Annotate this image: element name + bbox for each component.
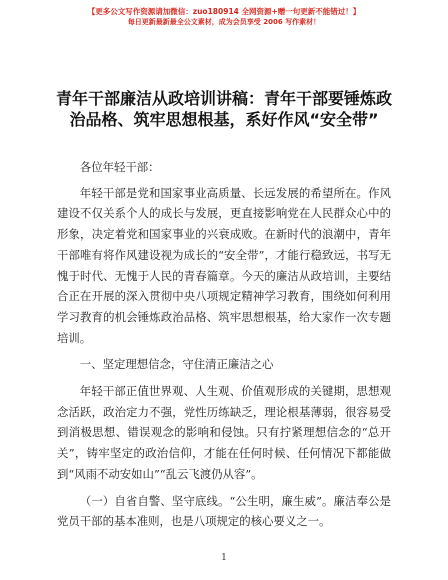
body-paragraph: 年轻干部正值世界观、人生观、价值观形成的关键期，思想观念活跃，政治定力不强，党性历练缺乏，理论根基薄弱，很容易受到消极思想、错误观念的影响和侵蚀。只有拧紧理想信念的“总开关”，铸牢坚定的政治信仰，才能在任何时候、任何情况下都能做到“风雨不动安如山”“乱云飞渡仍从容”。 <box>57 384 391 481</box>
body-paragraph: 年轻干部是党和国家事业高质量、长远发展的希望所在。作风建设不仅关系个人的成长与发展，更直接影响党在人民群众心中的形象，决定着党和国家事业的兴衰成败。在新时代的浪潮中，青年干部唯有将作风建设视为成长的“安全带”，才能行稳致远，书写无愧于时代、无愧于人民的青春篇章。今天的廉洁从政培训，主要结合正在开展的深入贯彻中央八项规定精神学习教育，围绕如何利用学习教育的机会锤炼政治品格、筑牢思想根基，给大家作一次专题培训。 <box>57 185 391 345</box>
page-number: 1 <box>221 553 227 563</box>
salutation: 各位年轻干部： <box>79 160 160 174</box>
promo-banner-line-2: 每日更新最新最全公文素材，成为会员享受 2006 写作素材！ <box>127 18 321 26</box>
promo-banner-line-1: 【更多公文写作资源请加微信：zuo180914 全网资源+赠一句更新不能错过！】 <box>87 7 361 16</box>
document-body <box>57 157 391 538</box>
body-paragraph: （一）自省自警、坚守底线。“公生明，廉生威”。廉洁奉公是党员干部的基本准则，也是八项规定的核心要义之一。 <box>57 493 391 529</box>
document-title: 青年干部廉洁从政培训讲稿：青年干部要锤炼政治品格、筑牢思想根基，系好作风“安全带” <box>56 89 393 129</box>
promo-banner <box>0 6 448 28</box>
section-heading: 一、坚定理想信念，守住清正廉洁之心 <box>79 357 274 372</box>
